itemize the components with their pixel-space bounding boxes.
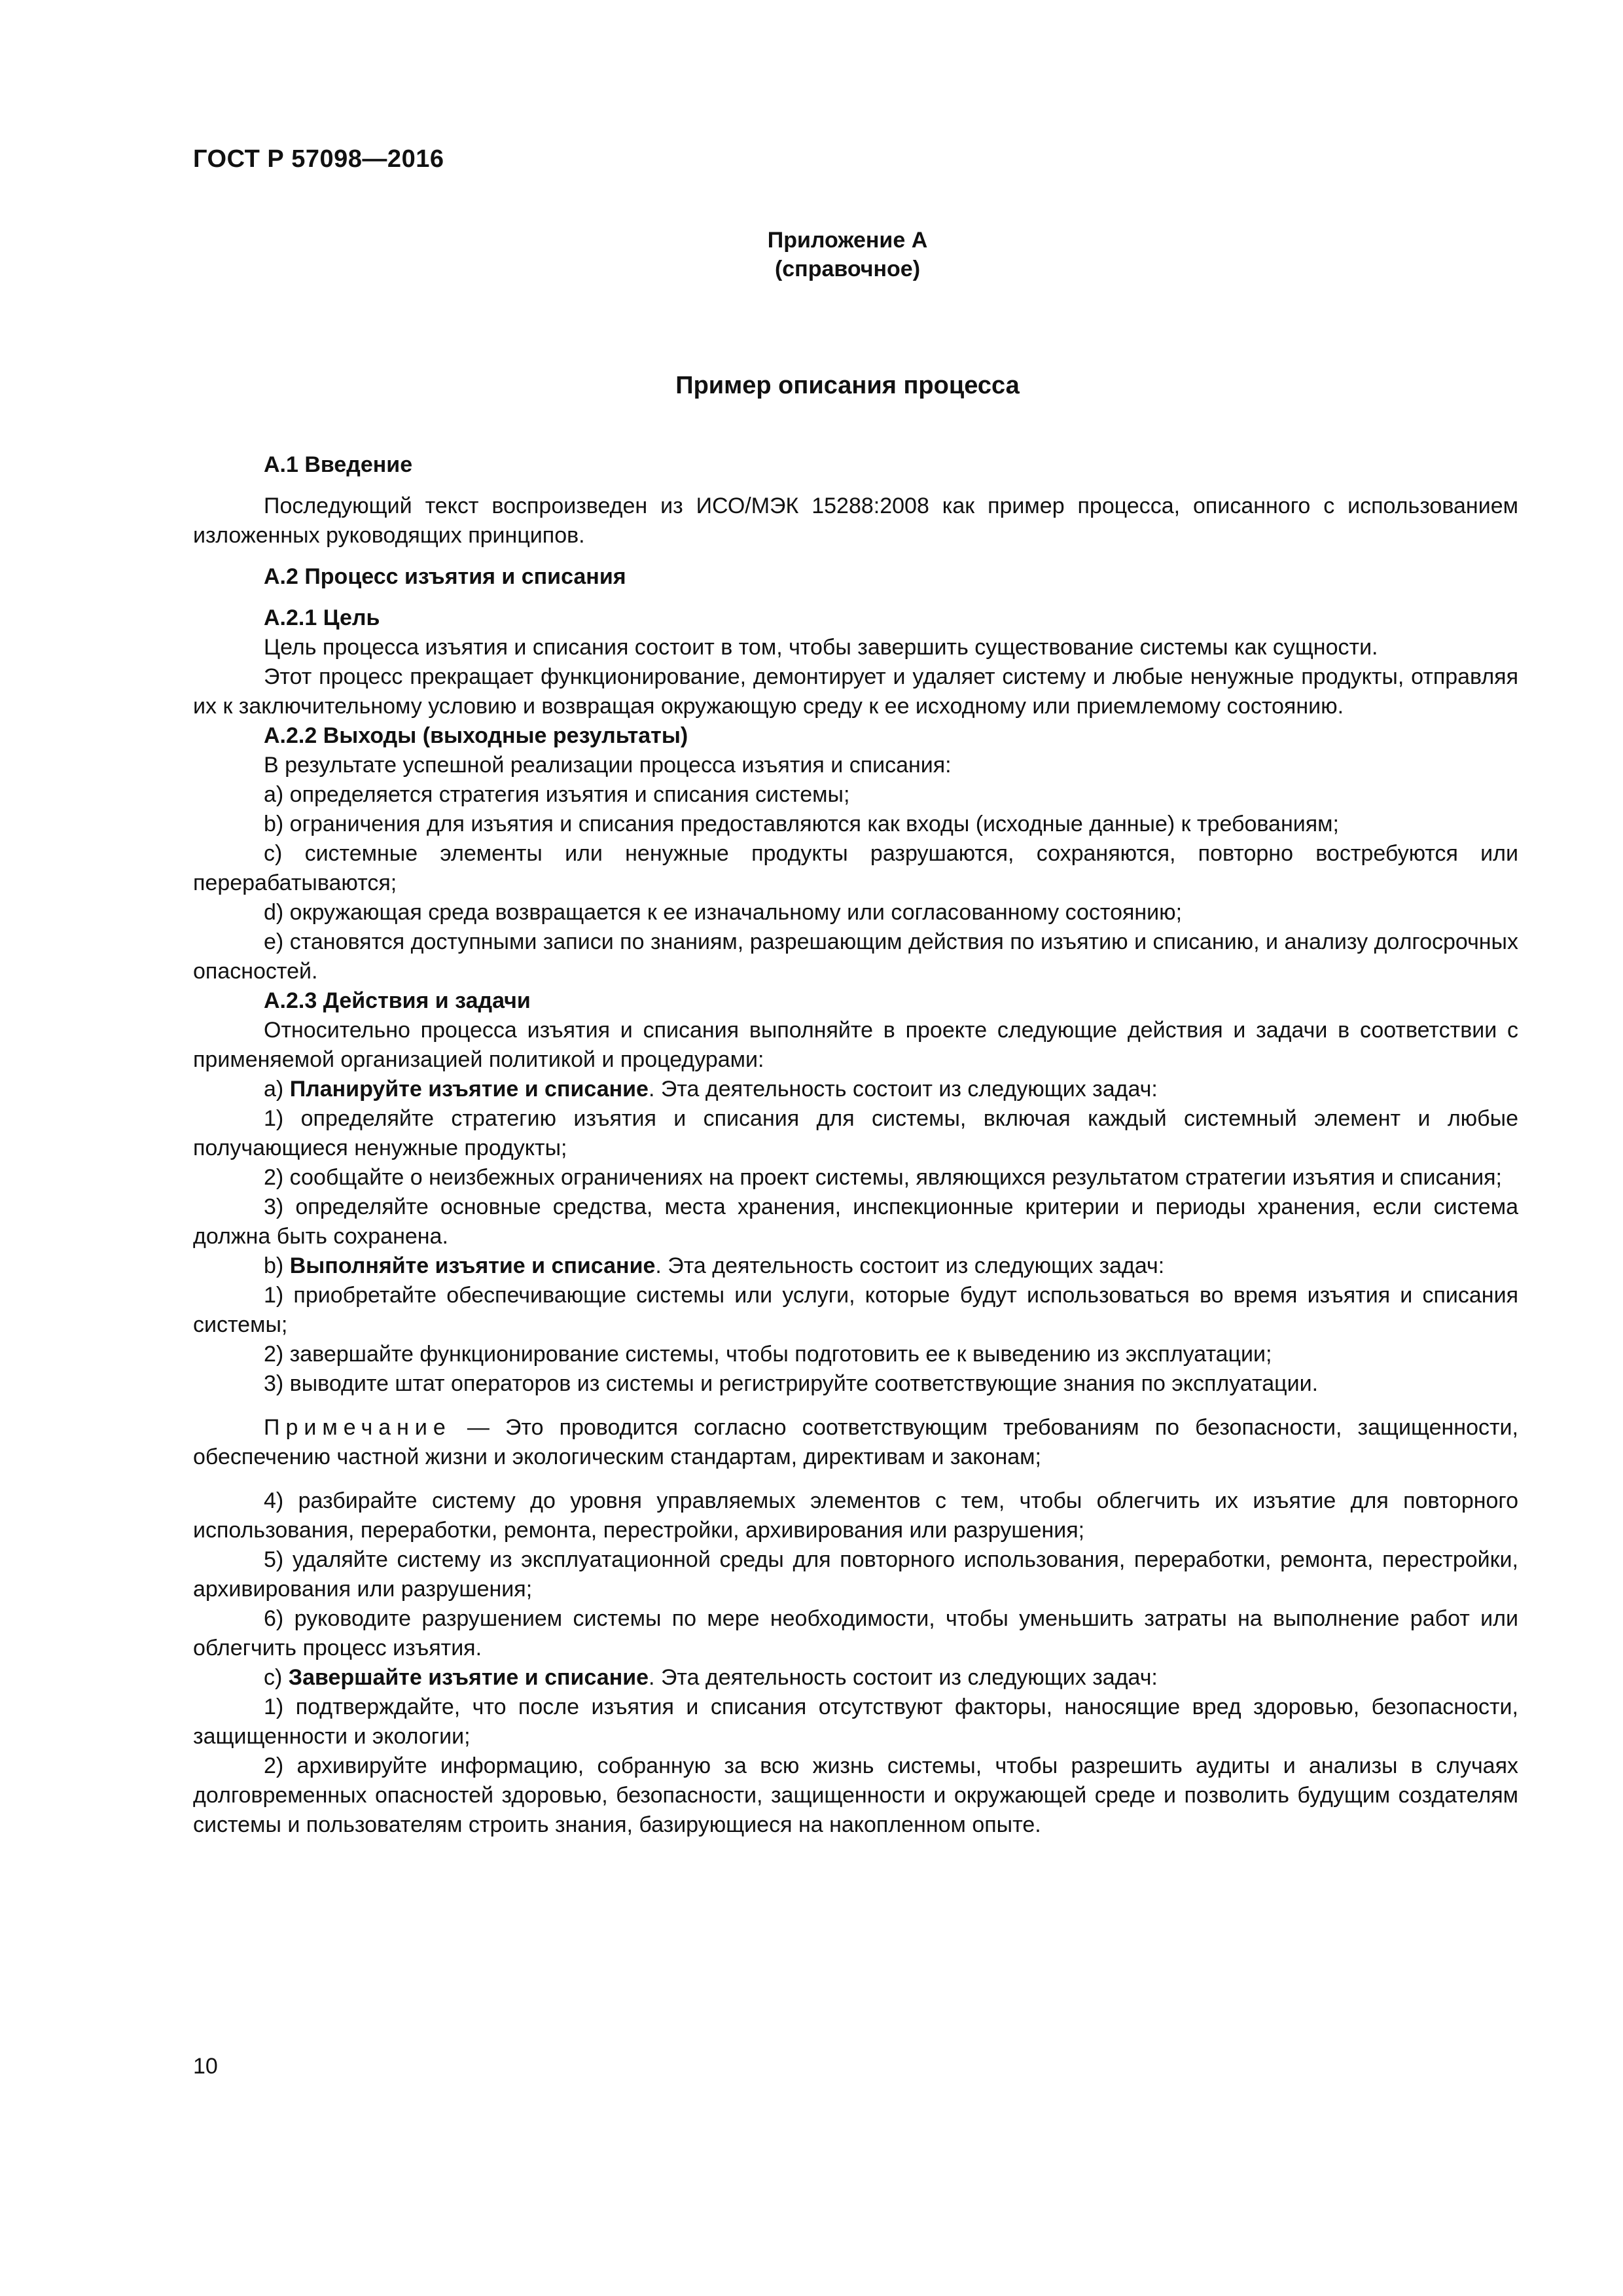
activity-c-title: Завершайте изъятие и списание: [288, 1665, 649, 1690]
task-b6: 6) руководите разрушением системы по мере необходимости, чтобы уменьшить затраты на выполнение работ или облегчить процесс изъятия.: [193, 1606, 1518, 1660]
section-heading-a22: А.2.2 Выходы (выходные результаты): [264, 723, 688, 748]
activity-c-prefix: c): [264, 1665, 289, 1690]
activity-a: [193, 1075, 1518, 1104]
section-heading-a23: А.2.3 Действия и задачи: [264, 988, 531, 1013]
appendix-label: Приложение А: [767, 228, 928, 253]
activity-c: [193, 1663, 1518, 1693]
task-b4: 4) разбирайте систему до уровня управляемых элементов с тем, чтобы облегчить их изъятие для повторного использования, переработки, ремонта, перестройки, архивирования или разрушения;: [193, 1488, 1518, 1543]
document-code: ГОСТ Р 57098—2016: [193, 145, 444, 173]
document-body: [193, 450, 1518, 1840]
task-b5: 5) удаляйте систему из эксплуатационной среды для повторного использования, переработки, ремонта, перестройки, архивирования или разрушения;: [193, 1547, 1518, 1602]
task-c2: 2) архивируйте информацию, собранную за всю жизнь системы, чтобы разрешить аудиты и анализы в случаях долговременных опасностей здоровью, безопасности, защищенности и окружающей среде и позволить будущим создателям системы и пользователям строить знания, базирующиеся на накопленном опыте.: [193, 1753, 1518, 1837]
section-heading-a2: А.2 Процесс изъятия и списания: [264, 564, 626, 589]
outcomes-lead: В результате успешной реализации процесса изъятия и списания:: [264, 753, 952, 778]
task-a1: 1) определяйте стратегию изъятия и списания для системы, включая каждый системный элемент и любые получающиеся ненужные продукты;: [193, 1106, 1518, 1160]
task-b1: 1) приобретайте обеспечивающие системы или услуги, которые будут использоваться во время изъятия и списания системы;: [193, 1283, 1518, 1337]
page-title: Пример описания процесса: [675, 372, 1020, 399]
activity-a-title: Планируйте изъятие и списание: [289, 1077, 649, 1102]
outcome-item-d: d) окружающая среда возвращается к ее изначальному или согласованному состоянию;: [264, 900, 1183, 925]
appendix-type: (справочное): [774, 257, 921, 281]
task-b3: 3) выводите штат операторов из системы и регистрируйте соответствующие знания по эксплуатации.: [264, 1371, 1319, 1396]
outcome-item-b: b) ограничения для изъятия и списания предоставляются как входы (исходные данные) к требованиям;: [264, 812, 1339, 836]
appendix-heading: [0, 226, 1623, 283]
activity-b-rest: . Эта деятельность состоит из следующих задач:: [655, 1253, 1165, 1278]
activity-c-rest: . Эта деятельность состоит из следующих задач:: [649, 1665, 1158, 1690]
note-label: Примечание: [264, 1415, 452, 1440]
section-heading-a21: А.2.1 Цель: [264, 605, 380, 630]
note-text: — Это проводится согласно соответствующим требованиям по безопасности, защищенности, обеспечению частной жизни и экологическим стандартам, директивам и законам;: [193, 1415, 1518, 1469]
purpose-paragraph-2: Этот процесс прекращает функционирование, демонтирует и удаляет систему и любые ненужные продукты, отправляя их к заключительному условию и возвращая окружающую среду к ее исходному или приемлемому состоянию.: [193, 664, 1518, 719]
outcome-item-a: a) определяется стратегия изъятия и списания системы;: [264, 782, 850, 807]
outcome-item-e: e) становятся доступными записи по знаниям, разрешающим действия по изъятию и списанию, и анализу долгосрочных опасностей.: [193, 929, 1518, 984]
activity-a-rest: . Эта деятельность состоит из следующих задач:: [648, 1077, 1158, 1102]
task-b2: 2) завершайте функционирование системы, чтобы подготовить ее к выведению из эксплуатации;: [264, 1342, 1272, 1367]
purpose-paragraph-1: Цель процесса изъятия и списания состоит в том, чтобы завершить существование системы как сущности.: [264, 635, 1378, 660]
activity-b-title: Выполняйте изъятие и списание: [289, 1253, 656, 1278]
note-paragraph: [193, 1413, 1518, 1472]
activity-b-prefix: b): [264, 1253, 290, 1278]
activity-b: [193, 1251, 1518, 1281]
task-c1: 1) подтверждайте, что после изъятия и списания отсутствуют факторы, наносящие вред здоровью, безопасности, защищенности и экологии;: [193, 1695, 1518, 1749]
page-number: 10: [193, 2054, 218, 2079]
task-a3: 3) определяйте основные средства, места хранения, инспекционные критерии и периоды хранения, если система должна быть сохранена.: [193, 1194, 1518, 1249]
task-a2: 2) сообщайте о неизбежных ограничениях на проект системы, являющихся результатом стратегии изъятия и списания;: [264, 1165, 1502, 1190]
intro-paragraph: Последующий текст воспроизведен из ИСО/МЭК 15288:2008 как пример процесса, описанного с использованием изложенных руководящих принципов.: [193, 493, 1518, 548]
activities-lead: Относительно процесса изъятия и списания выполняйте в проекте следующие действия и задачи в соответствии с применяемой организацией политикой и процедурами:: [193, 1018, 1518, 1072]
activity-a-prefix: a): [264, 1077, 290, 1102]
section-heading-a1: А.1 Введение: [264, 452, 413, 477]
outcome-item-c: c) системные элементы или ненужные продукты разрушаются, сохраняются, повторно востребуются или перерабатываются;: [193, 841, 1518, 895]
